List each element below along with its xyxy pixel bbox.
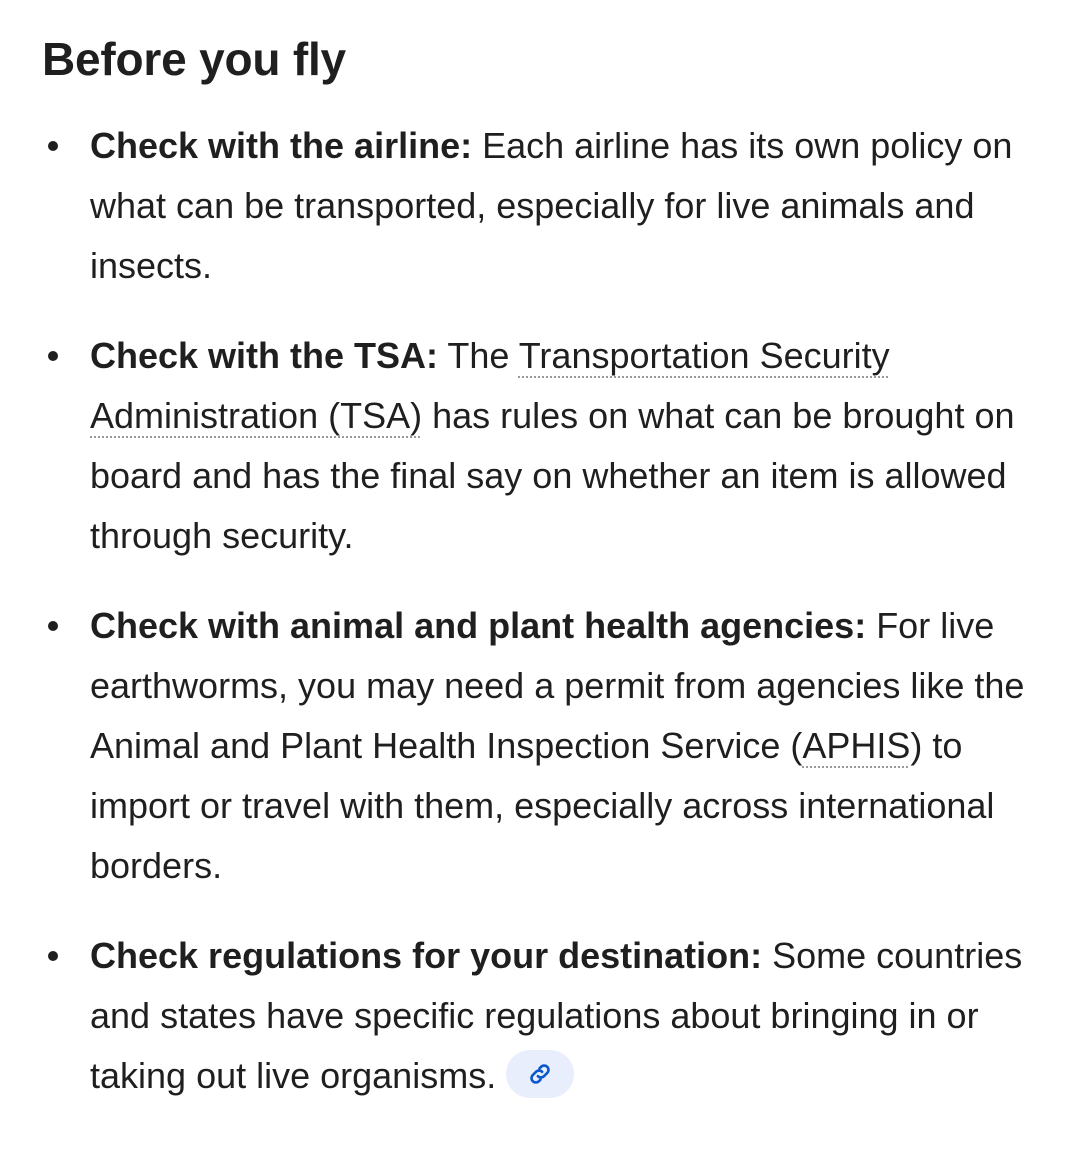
tip-text: Each airline has its own policy on what can be transported, especially for live animals and insects.: [90, 125, 1013, 286]
aphis-term-link[interactable]: APHIS: [802, 725, 911, 766]
source-link-button[interactable]: [506, 1050, 574, 1098]
tip-heading: Check with the airline:: [90, 125, 473, 166]
list-item-destination: [42, 926, 1040, 1106]
tip-heading: Check regulations for your destination:: [90, 935, 763, 976]
bullet-icon: [48, 621, 58, 631]
tips-list: [42, 116, 1040, 1106]
tip-text: The: [438, 335, 519, 376]
bullet-icon: [48, 141, 58, 151]
bullet-icon: [48, 951, 58, 961]
tip-text: For live earthworms, you may need a permit from agencies like the Animal and Plant Health Inspection Service (: [90, 605, 1025, 766]
section-title: Before you fly: [42, 33, 346, 85]
list-item-airline: [42, 116, 1040, 296]
tip-text: has rules on what can be brought on board and has the final say on whether an item is allowed through security.: [90, 395, 1015, 556]
bullet-icon: [48, 351, 58, 361]
tip-heading: Check with animal and plant health agencies:: [90, 605, 867, 646]
list-item-agencies: [42, 596, 1040, 896]
tip-heading: Check with the TSA:: [90, 335, 439, 376]
tip-text: Some countries and states have specific regulations about bringing in or taking out live organisms.: [90, 935, 1023, 1096]
list-item-tsa: [42, 326, 1040, 566]
tip-text: ) to import or travel with them, especially across international borders.: [90, 725, 995, 886]
tsa-term-link[interactable]: Transportation Security Administration (TSA): [90, 335, 890, 436]
link-icon: [527, 1061, 553, 1087]
